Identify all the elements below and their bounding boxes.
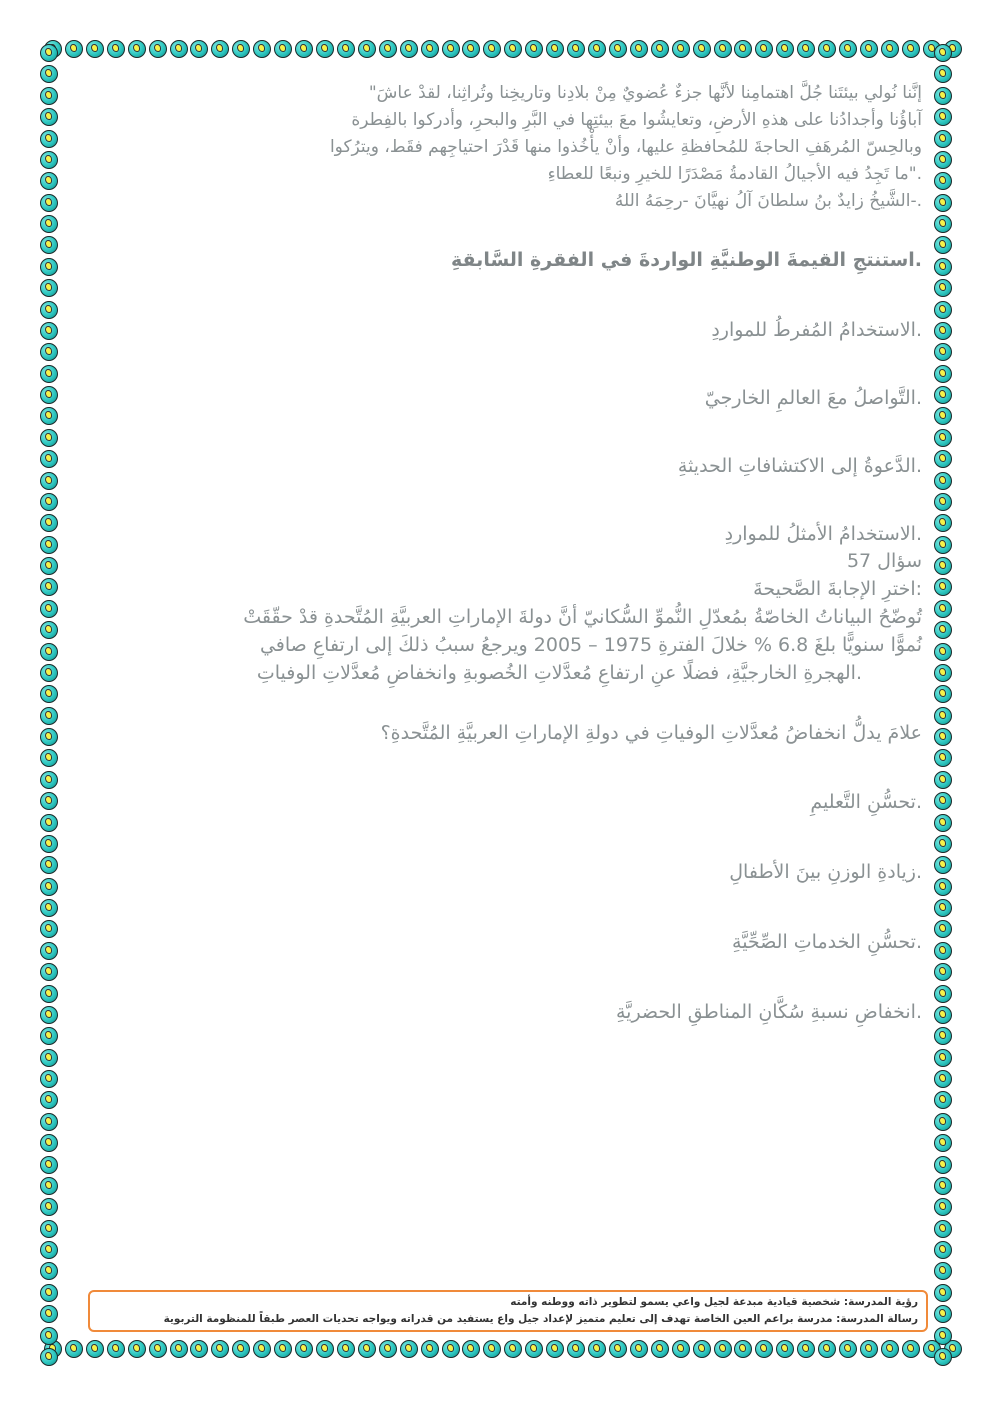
- globe-icon: [149, 1340, 167, 1358]
- q2-option-d[interactable]: .انخفاضِ نسبةِ سُكَّانِ المناطقِ الحضريَّةِ: [615, 1001, 922, 1023]
- globe-icon: [934, 1262, 952, 1280]
- globe-icon: [839, 40, 857, 58]
- globe-icon: [934, 1241, 952, 1259]
- globe-icon: [128, 40, 146, 58]
- globe-icon: [40, 301, 58, 319]
- school-footer: [88, 1290, 928, 1332]
- globe-icon: [630, 1340, 648, 1358]
- globe-icon: [755, 1340, 773, 1358]
- globe-icon: [274, 1340, 292, 1358]
- globe-icon: [934, 942, 952, 960]
- globe-icon: [934, 343, 952, 361]
- globe-icon: [934, 685, 952, 703]
- globe-icon: [40, 643, 58, 661]
- globe-icon: [40, 728, 58, 746]
- globe-icon: [734, 40, 752, 58]
- globe-icon: [934, 386, 952, 404]
- globe-icon: [40, 279, 58, 297]
- globe-icon: [40, 44, 58, 62]
- globe-icon: [651, 1340, 669, 1358]
- globe-icon: [337, 40, 355, 58]
- border-left: [40, 44, 62, 1366]
- globe-icon: [934, 835, 952, 853]
- globe-icon: [358, 40, 376, 58]
- globe-icon: [934, 664, 952, 682]
- globe-icon: [86, 40, 104, 58]
- globe-icon: [734, 1340, 752, 1358]
- globe-icon: [40, 1156, 58, 1174]
- globe-icon: [40, 130, 58, 148]
- globe-icon: [40, 194, 58, 212]
- globe-icon: [40, 1006, 58, 1024]
- globe-icon: [567, 1340, 585, 1358]
- globe-icon: [40, 172, 58, 190]
- globe-icon: [934, 258, 952, 276]
- globe-icon: [40, 151, 58, 169]
- q1-option-d[interactable]: .الاستخدامُ الأمثلُ للمواردِ: [724, 523, 922, 545]
- globe-icon: [40, 407, 58, 425]
- globe-icon: [40, 1177, 58, 1195]
- globe-icon: [504, 40, 522, 58]
- globe-icon: [934, 771, 952, 789]
- globe-icon: [934, 130, 952, 148]
- q1-option-b[interactable]: .التَّواصلُ معَ العالمِ الخارجيّ: [704, 387, 922, 409]
- q2-option-c[interactable]: .تحسُّنِ الخدماتِ الصِّحِّيَّةِ: [732, 931, 922, 953]
- globe-icon: [546, 40, 564, 58]
- globe-icon: [934, 1070, 952, 1088]
- globe-icon: [421, 1340, 439, 1358]
- globe-icon: [40, 514, 58, 532]
- globe-icon: [797, 40, 815, 58]
- globe-icon: [934, 814, 952, 832]
- globe-icon: [40, 600, 58, 618]
- globe-icon: [818, 1340, 836, 1358]
- quote-line: إنَّنا نُولي بيئتَنا جُلَّ اهتمامِنا لأنَّها جزءٌ عُضويٌ مِنْ بلادِنا وتاريخِنا وتُراثِنا، لقدْ عاشَ": [368, 83, 922, 103]
- globe-icon: [651, 40, 669, 58]
- globe-icon: [40, 1134, 58, 1152]
- globe-icon: [934, 472, 952, 490]
- globe-icon: [934, 963, 952, 981]
- question-2-stem-line: نُموًّا سنويًّا بلغَ 6.8 % خلالَ الفترةِ 1975 – 2005 ويرجعُ سببُ ذلكَ إلى ارتفاعِ صافي: [259, 634, 922, 656]
- globe-icon: [40, 749, 58, 767]
- border-bottom: [44, 1340, 962, 1362]
- globe-icon: [934, 493, 952, 511]
- globe-icon: [40, 429, 58, 447]
- globe-icon: [902, 40, 920, 58]
- globe-icon: [40, 1348, 58, 1366]
- school-mission: رسالة المدرسة: مدرسة براعم العين الخاصة تهدف إلى تعليم متميز لإعداد جيل واع يستفيد من قدراته ويواجه تحديات العصر طبقاً للمنظومة التربوية: [163, 1313, 918, 1325]
- globe-icon: [934, 1327, 952, 1345]
- globe-icon: [40, 942, 58, 960]
- globe-icon: [190, 40, 208, 58]
- globe-icon: [934, 514, 952, 532]
- globe-icon: [316, 1340, 334, 1358]
- globe-icon: [40, 536, 58, 554]
- globe-icon: [107, 1340, 125, 1358]
- globe-icon: [274, 40, 292, 58]
- globe-icon: [797, 1340, 815, 1358]
- globe-icon: [65, 1340, 83, 1358]
- globe-icon: [525, 40, 543, 58]
- globe-icon: [358, 1340, 376, 1358]
- globe-icon: [934, 450, 952, 468]
- globe-icon: [442, 1340, 460, 1358]
- globe-icon: [934, 301, 952, 319]
- question-1-prompt: .استنتجِ القيمةَ الوطنيَّةِ الواردةَ في الفقرةِ السَّابقةِ: [450, 249, 922, 271]
- globe-icon: [400, 40, 418, 58]
- globe-icon: [934, 749, 952, 767]
- globe-icon: [232, 40, 250, 58]
- globe-icon: [40, 1070, 58, 1088]
- globe-icon: [128, 1340, 146, 1358]
- globe-icon: [714, 40, 732, 58]
- globe-icon: [934, 322, 952, 340]
- globe-icon: [934, 578, 952, 596]
- globe-icon: [609, 40, 627, 58]
- globe-icon: [934, 1220, 952, 1238]
- globe-icon: [525, 1340, 543, 1358]
- globe-icon: [934, 1284, 952, 1302]
- globe-icon: [40, 365, 58, 383]
- globe-icon: [755, 40, 773, 58]
- globe-icon: [295, 40, 313, 58]
- globe-icon: [40, 343, 58, 361]
- globe-icon: [40, 835, 58, 853]
- globe-icon: [839, 1340, 857, 1358]
- globe-icon: [400, 1340, 418, 1358]
- globe-icon: [934, 1027, 952, 1045]
- question-2-prompt: علامَ يدلُّ انخفاضُ مُعدَّلاتِ الوفياتِ في دولةِ الإماراتِ العربيَّةِ المُتَّحدةِ؟: [380, 722, 922, 744]
- globe-icon: [934, 600, 952, 618]
- globe-icon: [693, 1340, 711, 1358]
- globe-icon: [630, 40, 648, 58]
- globe-icon: [934, 365, 952, 383]
- globe-icon: [567, 40, 585, 58]
- globe-icon: [483, 1340, 501, 1358]
- globe-icon: [40, 322, 58, 340]
- globe-icon: [934, 151, 952, 169]
- globe-icon: [40, 771, 58, 789]
- globe-icon: [40, 621, 58, 639]
- globe-icon: [672, 1340, 690, 1358]
- globe-icon: [934, 1134, 952, 1152]
- globe-icon: [337, 1340, 355, 1358]
- globe-icon: [40, 472, 58, 490]
- globe-icon: [40, 685, 58, 703]
- globe-icon: [190, 1340, 208, 1358]
- globe-icon: [40, 236, 58, 254]
- globe-icon: [934, 194, 952, 212]
- school-vision: رؤية المدرسة: شخصية قيادية مبدعة لجيل واعي يسمو لتطوير ذاته ووطنه وأمته: [510, 1296, 918, 1308]
- globe-icon: [860, 1340, 878, 1358]
- globe-icon: [934, 856, 952, 874]
- globe-icon: [934, 172, 952, 190]
- globe-icon: [421, 40, 439, 58]
- globe-icon: [934, 1113, 952, 1131]
- globe-icon: [40, 707, 58, 725]
- globe-icon: [253, 40, 271, 58]
- globe-icon: [40, 814, 58, 832]
- globe-icon: [693, 40, 711, 58]
- globe-icon: [40, 1027, 58, 1045]
- globe-icon: [934, 1177, 952, 1195]
- globe-icon: [40, 1220, 58, 1238]
- globe-icon: [934, 108, 952, 126]
- globe-icon: [316, 40, 334, 58]
- globe-icon: [40, 985, 58, 1003]
- globe-icon: [881, 1340, 899, 1358]
- globe-icon: [40, 65, 58, 83]
- globe-icon: [379, 1340, 397, 1358]
- globe-icon: [934, 1198, 952, 1216]
- globe-icon: [40, 664, 58, 682]
- globe-icon: [40, 1241, 58, 1259]
- globe-icon: [934, 792, 952, 810]
- globe-icon: [211, 40, 229, 58]
- globe-icon: [934, 1091, 952, 1109]
- quote-author: .-الشَّيخُ زايدٌ بنُ سلطانَ آلُ نهيَّانَ -رحِمَهُ اللهُ: [614, 191, 922, 211]
- globe-icon: [40, 792, 58, 810]
- globe-icon: [40, 258, 58, 276]
- globe-icon: [40, 87, 58, 105]
- globe-icon: [40, 1113, 58, 1131]
- globe-icon: [934, 878, 952, 896]
- globe-icon: [902, 1340, 920, 1358]
- globe-icon: [588, 1340, 606, 1358]
- globe-icon: [170, 1340, 188, 1358]
- globe-icon: [442, 40, 460, 58]
- globe-icon: [40, 215, 58, 233]
- globe-icon: [462, 1340, 480, 1358]
- quote-line: ."ما تَجِدُ فيه الأجيالُ القادمةُ مَصْدَرًا للخيرِ ونبعًا للعطاءِ: [547, 164, 922, 184]
- globe-icon: [934, 236, 952, 254]
- globe-icon: [40, 1262, 58, 1280]
- globe-icon: [546, 1340, 564, 1358]
- question-2-stem-line: تُوضّحُ البياناتُ الخاصّةُ بمُعدّلِ النُّموِّ السُّكانيّ أنَّ دولةَ الإماراتِ العربيَّةِ المُتَّحدةِ قدْ حقّقَتْ: [243, 606, 922, 628]
- globe-icon: [40, 1049, 58, 1067]
- globe-icon: [934, 279, 952, 297]
- globe-icon: [934, 707, 952, 725]
- globe-icon: [40, 856, 58, 874]
- border-right: [934, 44, 956, 1366]
- globe-icon: [776, 1340, 794, 1358]
- globe-icon: [253, 1340, 271, 1358]
- globe-icon: [934, 920, 952, 938]
- globe-icon: [672, 40, 690, 58]
- globe-icon: [934, 643, 952, 661]
- worksheet-content: [84, 80, 922, 1025]
- globe-icon: [934, 536, 952, 554]
- globe-icon: [40, 878, 58, 896]
- globe-icon: [170, 40, 188, 58]
- globe-icon: [65, 40, 83, 58]
- globe-icon: [40, 1327, 58, 1345]
- globe-icon: [934, 215, 952, 233]
- globe-icon: [40, 1284, 58, 1302]
- globe-icon: [462, 40, 480, 58]
- globe-icon: [934, 1049, 952, 1067]
- globe-icon: [860, 40, 878, 58]
- globe-icon: [295, 1340, 313, 1358]
- globe-icon: [40, 493, 58, 511]
- globe-icon: [881, 40, 899, 58]
- globe-icon: [40, 108, 58, 126]
- globe-icon: [107, 40, 125, 58]
- globe-icon: [40, 1305, 58, 1323]
- globe-icon: [934, 621, 952, 639]
- globe-icon: [934, 44, 952, 62]
- globe-icon: [818, 40, 836, 58]
- globe-icon: [40, 450, 58, 468]
- globe-icon: [934, 1006, 952, 1024]
- globe-icon: [934, 87, 952, 105]
- globe-icon: [40, 963, 58, 981]
- globe-icon: [40, 386, 58, 404]
- question-2-instruction: :اخترِ الإجابةَ الصَّحيحةَ: [753, 578, 922, 600]
- globe-icon: [40, 1091, 58, 1109]
- globe-icon: [934, 557, 952, 575]
- quote-line: وبالحِسّ المُرهَفِ الحاجةَ للمُحافظةِ عليها، وأنْ يأْخُذوا منها قَدْرَ احتياجِهم فقَط، ويترُكوا: [329, 137, 922, 157]
- globe-icon: [40, 557, 58, 575]
- q1-option-c[interactable]: .الدَّعوةُ إلى الاكتشافاتِ الحديثةِ: [677, 455, 922, 477]
- globe-icon: [609, 1340, 627, 1358]
- globe-icon: [40, 578, 58, 596]
- globe-icon: [934, 407, 952, 425]
- globe-icon: [934, 1156, 952, 1174]
- globe-icon: [934, 65, 952, 83]
- quote-paragraph: [84, 80, 922, 215]
- globe-icon: [211, 1340, 229, 1358]
- globe-icon: [934, 1305, 952, 1323]
- question-2-number: سؤال 57: [846, 550, 922, 572]
- globe-icon: [934, 728, 952, 746]
- globe-icon: [483, 40, 501, 58]
- globe-icon: [776, 40, 794, 58]
- globe-icon: [588, 40, 606, 58]
- globe-icon: [504, 1340, 522, 1358]
- globe-icon: [40, 899, 58, 917]
- globe-icon: [149, 40, 167, 58]
- question-2-stem-line: .الهجرةِ الخارجيَّةِ، فضلًا عنِ ارتفاعِ مُعدَّلاتِ الخُصوبةِ وانخفاضِ مُعدَّلاتِ الوفياتِ: [256, 662, 862, 684]
- globe-icon: [40, 920, 58, 938]
- border-top: [44, 40, 962, 62]
- globe-icon: [232, 1340, 250, 1358]
- q1-option-a[interactable]: .الاستخدامُ المُفرطُ للمواردِ: [711, 319, 922, 341]
- globe-icon: [934, 899, 952, 917]
- globe-icon: [379, 40, 397, 58]
- globe-icon: [934, 429, 952, 447]
- globe-icon: [934, 1348, 952, 1366]
- globe-icon: [934, 985, 952, 1003]
- globe-icon: [86, 1340, 104, 1358]
- q2-option-a[interactable]: .تحسُّنِ التَّعليمِ: [810, 791, 922, 813]
- quote-line: آباؤُنا وأجدادُنا على هذهِ الأرضِ، وتعايشُوا معَ بيئتِها في البَّرِ والبحرِ، وأدركوا بالفِطرة: [351, 110, 922, 130]
- q2-option-b[interactable]: .زيادةِ الوزنِ بينَ الأطفالِ: [729, 861, 922, 883]
- globe-icon: [40, 1198, 58, 1216]
- globe-icon: [714, 1340, 732, 1358]
